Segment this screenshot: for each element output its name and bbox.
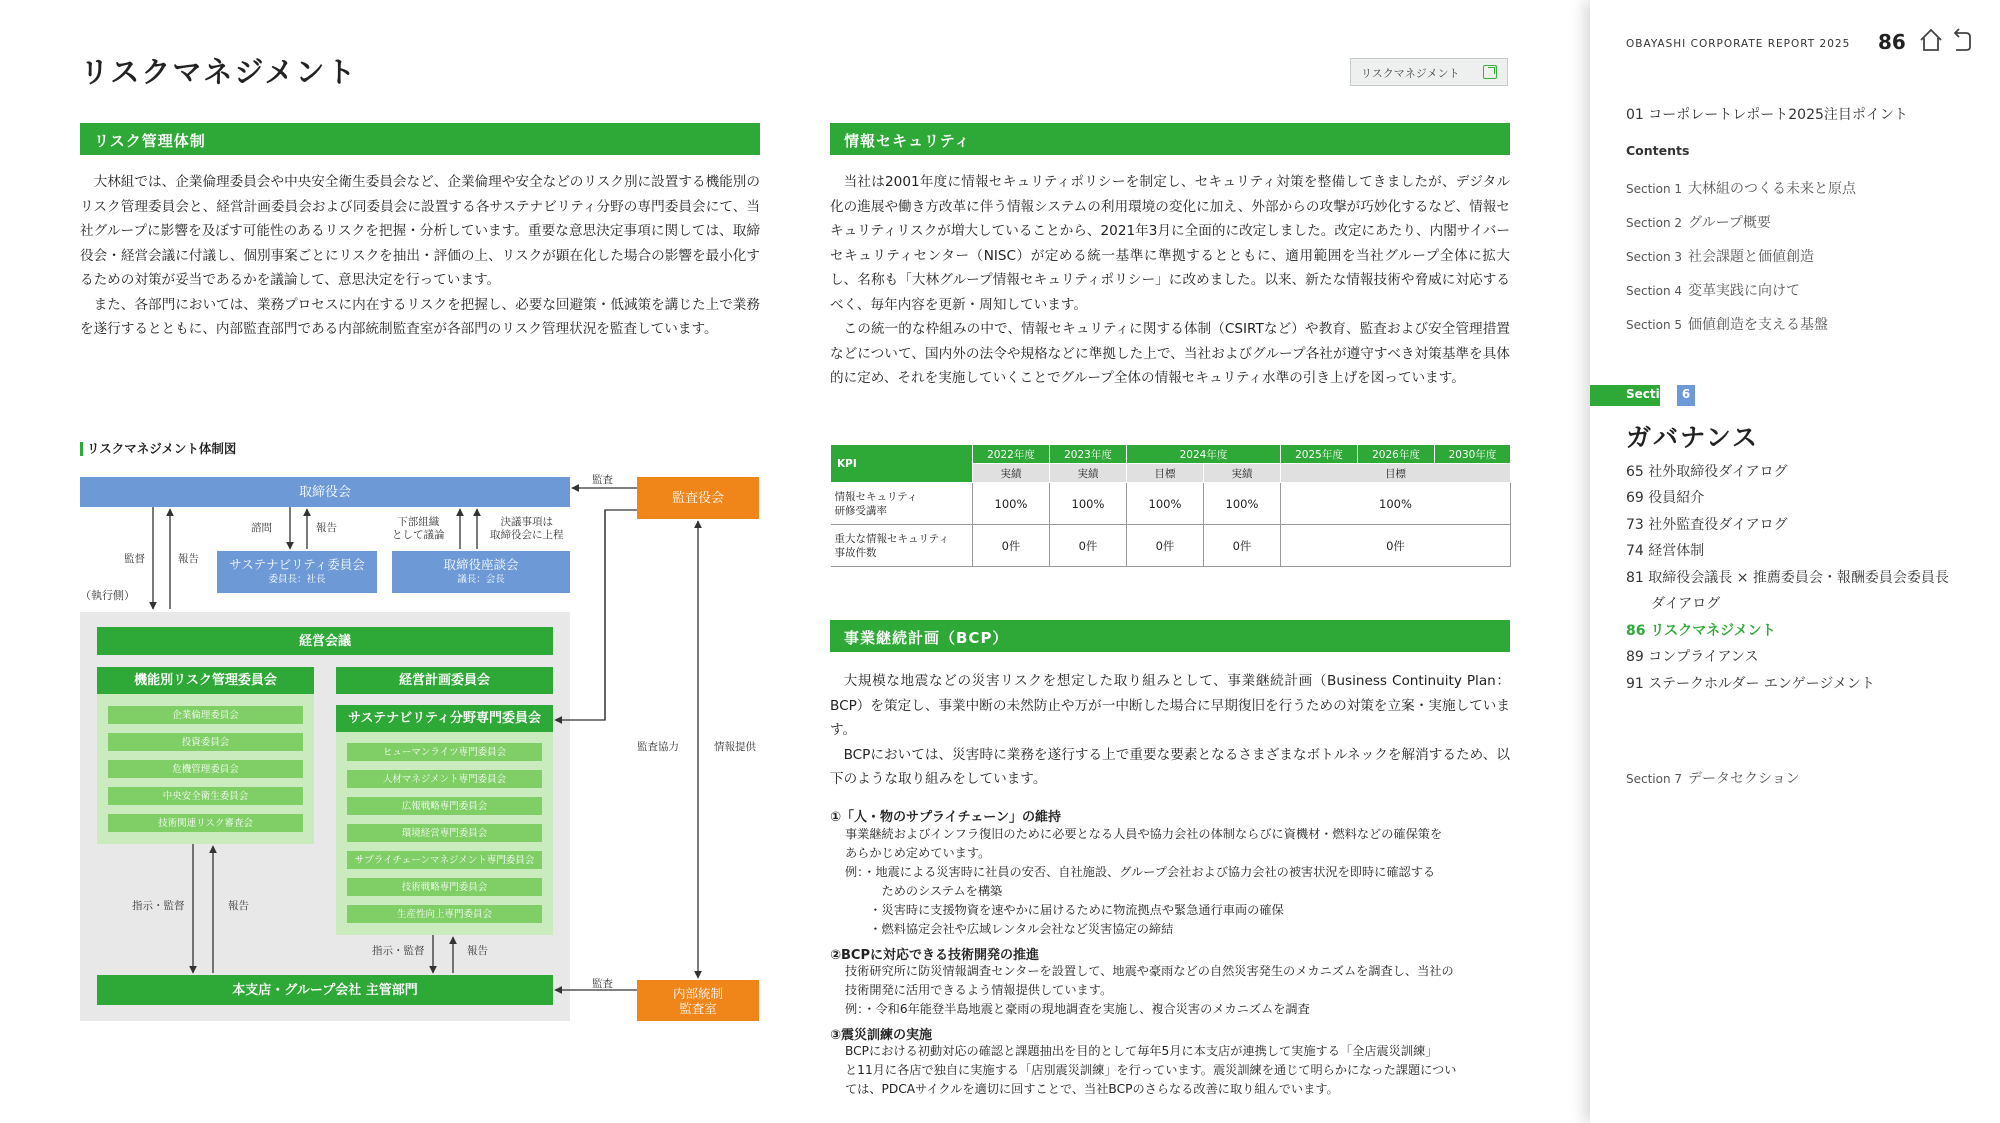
expert-item: ヒューマンライツ専門委員会 <box>347 743 542 761</box>
back-icon[interactable] <box>1950 27 1972 53</box>
table-row <box>831 483 1511 525</box>
report-label: 報告 <box>228 900 249 912</box>
section-num: Section 4 <box>1626 284 1683 298</box>
section-num: Section 3 <box>1626 250 1683 264</box>
nav-section-1[interactable] <box>1626 178 1856 198</box>
table-row <box>831 525 1511 567</box>
line: 例：・令和6年能登半島地震と豪雨の現地調査を実施し、複合災害のメカニズムを調査 <box>845 1002 1310 1016</box>
line: と11月に各店で独自に実施する「店別震災訓練」を行っています。震災訓練を通じて明らかになった課題につい <box>845 1063 1457 1077</box>
home-icon[interactable] <box>1918 27 1944 53</box>
head-office-box: 本支店・グループ会社 主管部門 <box>97 975 553 1005</box>
paragraph: 当社は2001年度に情報セキュリティポリシーを制定し、セキュリティ対策を整備してきましたが、デジタル化の進展や働き方改革に伴う情報システムの利用環境の変化に加え、外部からの攻撃が巧妙化するなど、情報セキュリティリスクが増大していることから、2021年3月に全面的に改定しました。改定にあたり、内閣サイバーセキュリティセンター（NISC）が定める統一基準に準拠するとともに、適用範囲を当社グループ全体に拡大し、名称も「大林グループ情報セキュリティポリシー」に改めました。以来、新たな情報技術や脅威に対応するべく、毎年内容を更新・周知しています。 <box>830 174 1510 313</box>
functional-item: 企業倫理委員会 <box>108 706 303 724</box>
resolution-label: 決議事項は 取締役会に上程 <box>490 516 564 541</box>
committee-name: サステナビリティ委員会 <box>229 557 365 572</box>
year-header: 2026年度 <box>1358 445 1435 464</box>
item-label: 社外取締役ダイアログ <box>1648 464 1788 480</box>
section-heading-info-security: 情報セキュリティ <box>830 123 1510 155</box>
nav-sub-item[interactable] <box>1626 673 1875 693</box>
functional-risk-box: 機能別リスク管理委員会 <box>97 667 314 694</box>
item-num: 73 <box>1626 517 1644 533</box>
item-label: リスクマネジメント <box>1650 623 1776 639</box>
audit-label: 監査 <box>592 474 613 486</box>
section-num: Section 2 <box>1626 216 1683 230</box>
row-label: 情報セキュリティ 研修受講率 <box>831 483 973 525</box>
internal-audit-box: 内部統制 監査室 <box>637 980 759 1021</box>
nav-sub-item-cont[interactable] <box>1651 593 1720 613</box>
line: 事業継続およびインフラ復旧のために必要となる人員や協力会社の体制ならびに資機材・燃料などの確保策を <box>845 827 1443 841</box>
functional-item: 中央安全衛生委員会 <box>108 787 303 805</box>
cell: 0件 <box>1050 525 1127 567</box>
section-label: データセクション <box>1688 771 1800 787</box>
nav-sub-item-active[interactable] <box>1626 620 1776 640</box>
section-heading-bcp: 事業継続計画（BCP） <box>830 620 1510 652</box>
management-planning-box: 経営計画委員会 <box>336 667 553 694</box>
row-label: 重大な情報セキュリティ 事故件数 <box>831 525 973 567</box>
section-label: 大林組のつくる未来と原点 <box>1688 181 1857 197</box>
nav-sub-item[interactable] <box>1626 461 1788 481</box>
paragraph: この統一的な枠組みの中で、情報セキュリティに関する体制（CSIRTなど）や教育、監査および安全管理措置などについて、国内外の法令や規格などに準拠した上で、当社およびグループ各社が遵守すべき対策基準を具体的に定め、それを実施していくことでグループ全体の情報セキュリティ水準の引き上げを図っています。 <box>830 321 1510 386</box>
nav-section-7[interactable] <box>1626 768 1800 788</box>
sub-header: 目標 <box>1127 464 1204 483</box>
item-num: 86 <box>1626 623 1646 639</box>
audit-board-box: 監査役会 <box>637 477 759 519</box>
cell: 0件 <box>1204 525 1281 567</box>
nav-section-3[interactable] <box>1626 246 1814 266</box>
consult-label: 諮問 <box>251 522 272 534</box>
sub-header: 実績 <box>1050 464 1127 483</box>
cell: 0件 <box>973 525 1050 567</box>
line: 技術研究所に防災情報調査センターを設置して、地震や豪雨などの自然災害発生のメカニズムを調査し、当社の <box>845 964 1454 978</box>
nav-sub-item[interactable] <box>1626 540 1704 560</box>
executive-side-label: （執行側） <box>80 589 135 602</box>
council-name: 取締役座談会 <box>443 557 519 572</box>
link-label: リスクマネジメント <box>1361 67 1460 80</box>
item-num: 65 <box>1626 464 1644 480</box>
kpi-table <box>830 444 1511 567</box>
sub-header: 目標 <box>1281 464 1511 483</box>
management-meeting-box: 経営会議 <box>97 627 553 655</box>
expert-item: 広報戦略専門委員会 <box>347 797 542 815</box>
section-num: Section 1 <box>1626 182 1683 196</box>
cell: 100% <box>1127 483 1204 525</box>
supervise-label: 監督 <box>124 553 145 565</box>
functional-item: 投資委員会 <box>108 733 303 751</box>
item-num: 74 <box>1626 543 1644 559</box>
item-label: 社外監査役ダイアログ <box>1648 517 1788 533</box>
year-header: 2025年度 <box>1281 445 1358 464</box>
nav-sub-item[interactable] <box>1626 514 1788 534</box>
line: 例：・地震による災害時に社員の安否、自社施設、グループ会社および協力会社の被害状況を即時に確認する <box>845 865 1436 879</box>
year-header: 2022年度 <box>973 445 1050 464</box>
expert-item: 人材マネジメント専門委員会 <box>347 770 542 788</box>
cell: 100% <box>1050 483 1127 525</box>
bcp-item-title: ①「人・物のサプライチェーン」の維持 <box>830 810 1061 825</box>
audit-coop-label: 監査協力 <box>637 741 679 753</box>
cell: 0件 <box>1127 525 1204 567</box>
item-label: 役員紹介 <box>1648 490 1705 506</box>
item-num: 89 <box>1626 649 1644 665</box>
year-header: 2024年度 <box>1127 445 1281 464</box>
section-num: Section 7 <box>1626 772 1683 786</box>
sub-header: 実績 <box>973 464 1050 483</box>
cell: 100% <box>1281 483 1511 525</box>
contents-label: Contents <box>1626 143 1690 158</box>
item-label: 経営体制 <box>1648 543 1705 559</box>
section-6-number: 6 <box>1677 385 1695 406</box>
nav-panel <box>1590 0 2000 1123</box>
functional-item: 危機管理委員会 <box>108 760 303 778</box>
item-label: 取締役会議長 × 推薦委員会・報酬委員会委員長 <box>1648 570 1949 586</box>
paragraph: 大規模な地震などの災害リスクを想定した取り組みとして、事業継続計画（Business Continuity Plan：BCP）を策定し、事業中断の未然防止や万が一中断した場合に早期復旧を行うための対策を立案・実施しています。 <box>830 673 1510 738</box>
cell: 100% <box>973 483 1050 525</box>
audit-label: 監査 <box>592 978 613 990</box>
item-label: ダイアログ <box>1651 596 1721 612</box>
line: ・燃料協定会社や広域レンタル会社など災害協定の締結 <box>845 922 1174 936</box>
nav-section-4[interactable] <box>1626 280 1800 300</box>
report-label: 報告 <box>178 553 199 565</box>
info-security-body <box>830 170 1510 391</box>
sub-org-label: 下部組織 として議論 <box>392 516 445 541</box>
bcp-item-body <box>845 825 1442 939</box>
cell: 100% <box>1204 483 1281 525</box>
year-header: 2030年度 <box>1435 445 1511 464</box>
bcp-item-body <box>845 1042 1456 1099</box>
section-num: Section 5 <box>1626 318 1683 332</box>
instruct-label: 指示・監督 <box>132 900 185 912</box>
line: ・災害時に支援物資を速やかに届けるために物流拠点や緊急通行車両の確保 <box>845 903 1284 917</box>
council-chair: 議長：会長 <box>457 574 505 585</box>
line: ためのシステムを構築 <box>845 884 1003 898</box>
item-num: 81 <box>1626 570 1644 586</box>
section-6-title[interactable]: ガバナンス <box>1626 423 1760 452</box>
nav-sub-item[interactable] <box>1626 567 1949 587</box>
report-label: 報告 <box>316 522 337 534</box>
nav-item-highlights[interactable]: 01 コーポレートレポート2025注目ポイント <box>1626 107 1908 123</box>
report-label: 報告 <box>467 945 488 957</box>
expert-item: 技術戦略専門委員会 <box>347 878 542 896</box>
line: 技術開発に活用できるよう情報提供しています。 <box>845 983 1113 997</box>
bcp-item-title: ②BCPに対応できる技術開発の推進 <box>830 948 1039 963</box>
section-6-tag: Section <box>1590 385 1660 406</box>
year-header: 2023年度 <box>1050 445 1127 464</box>
line: ては、PDCAサイクルを適切に回すことで、当社BCPのさらなる改善に取り組んでいます。 <box>845 1082 1339 1096</box>
section-label: 価値創造を支える基盤 <box>1688 317 1829 333</box>
section-label: 変革実践に向けて <box>1688 283 1801 299</box>
expert-item: 環境経営専門委員会 <box>347 824 542 842</box>
section-label: グループ概要 <box>1688 215 1771 231</box>
item-label: コンプライアンス <box>1648 649 1759 665</box>
kpi-label: KPI <box>831 445 973 483</box>
nav-sub-item[interactable] <box>1626 487 1704 507</box>
item-num: 69 <box>1626 490 1644 506</box>
paragraph: また、各部門においては、業務プロセスに内在するリスクを把握し、必要な回避策・低減策を講じた上で業務を遂行するとともに、内部監査部門である内部統制監査室が各部門のリスク管理状況を監査しています。 <box>80 296 760 337</box>
bcp-body <box>830 669 1510 792</box>
sub-header: 実績 <box>1204 464 1281 483</box>
info-label: 情報提供 <box>714 741 756 753</box>
page-number: 86 <box>1878 30 1906 54</box>
committee-chair: 委員長：社長 <box>268 574 326 585</box>
section-label: 社会課題と価値創造 <box>1688 249 1815 265</box>
item-label: ステークホルダー エンゲージメント <box>1648 676 1875 692</box>
item-num: 91 <box>1626 676 1644 692</box>
nav-sub-item[interactable] <box>1626 646 1758 666</box>
functional-item: 技術関連リスク審査会 <box>108 814 303 832</box>
page-title: リスクマネジメント <box>80 55 358 89</box>
sustainability-expert-box: サステナビリティ分野専門委員会 <box>336 705 553 732</box>
report-header: OBAYASHI CORPORATE REPORT 2025 <box>1626 38 1851 50</box>
cell: 0件 <box>1281 525 1511 567</box>
paragraph: 大林組では、企業倫理委員会や中央安全衛生委員会など、企業倫理や安全などのリスク別に設置する機能別のリスク管理委員会と、経営計画委員会および同委員会に設置する各サステナビリティ分野の専門委員会にて、当社グループに影響を及ぼす可能性のあるリスクを把握・分析しています。重要な意思決定事項に関しては、取締役会・経営会議に付議し、個別事案ごとにリスクを抽出・評価の上、リスクが顕在化した場合の影響を最小化するための対策が妥当であるかを議論して、意思決定を行っています。 <box>80 174 760 288</box>
section-heading-risk-system: リスク管理体制 <box>80 123 760 155</box>
diagram-title: リスクマネジメント体制図 <box>80 442 236 456</box>
board-box: 取締役会 <box>80 477 570 507</box>
instruct-label: 指示・監督 <box>372 945 425 957</box>
nav-section-2[interactable] <box>1626 212 1771 232</box>
line: あらかじめ定めています。 <box>845 846 991 860</box>
nav-section-5[interactable] <box>1626 314 1828 334</box>
line: BCPにおける初動対応の確認と課題抽出を目的として毎年5月に本支店が連携して実施する「全店震災訓練」 <box>845 1044 1438 1058</box>
bcp-item-title: ③震災訓練の実施 <box>830 1028 933 1043</box>
bcp-item-body <box>845 962 1454 1019</box>
expert-item: サプライチェーンマネジメント専門委員会 <box>347 851 542 869</box>
paragraph: BCPにおいては、災害時に業務を遂行する上で重要な要素となるさまざまなボトルネックを解消するため、以下のような取り組みをしています。 <box>830 746 1510 787</box>
expert-item: 生産性向上専門委員会 <box>347 905 542 923</box>
